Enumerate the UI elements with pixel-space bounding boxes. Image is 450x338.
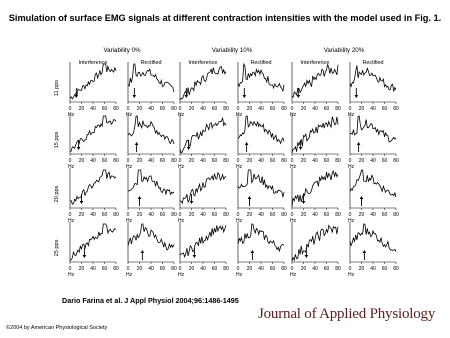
x-tick-label: 20: [136, 158, 143, 164]
x-tick-label: 0: [348, 266, 352, 272]
spectrum-line: [70, 170, 116, 204]
x-tick-label: 60: [323, 212, 330, 218]
arrow-head: [245, 142, 249, 145]
subcolumn-header: Interference: [78, 60, 108, 66]
spectrum-line: [128, 64, 174, 92]
x-unit-label: Hz: [68, 272, 75, 278]
spectrum-line: [292, 226, 338, 261]
x-unit-label: Hz: [68, 164, 75, 170]
x-tick-label: 80: [393, 158, 399, 164]
x-tick-label: 80: [335, 212, 341, 218]
x-unit-label: Hz: [126, 272, 133, 278]
arrow-head: [243, 95, 247, 98]
arrow-head: [75, 95, 79, 98]
subcolumn-header: Rectified: [140, 60, 162, 66]
arrow-head: [83, 255, 87, 258]
x-tick-label: 20: [246, 266, 253, 272]
arrow-head: [305, 255, 309, 258]
x-tick-label: 20: [358, 106, 365, 112]
x-tick-label: 40: [90, 212, 96, 218]
x-tick-label: 0: [126, 266, 130, 272]
x-tick-label: 80: [335, 158, 341, 164]
x-tick-label: 0: [290, 266, 294, 272]
spectrum-line: [70, 64, 116, 99]
spectrum-line: [128, 170, 174, 195]
x-unit-label: Hz: [290, 112, 297, 118]
x-tick-label: 40: [200, 212, 206, 218]
arrow-head: [80, 201, 84, 204]
x-tick-label: 80: [393, 212, 399, 218]
figure-title: Simulation of surface EMG signals at different contraction intensities with the model used in Fig. 1.: [8, 13, 442, 23]
x-tick-label: 40: [312, 212, 318, 218]
x-tick-label: 80: [335, 106, 341, 112]
x-tick-label: 80: [223, 158, 229, 164]
arrow-head: [133, 95, 137, 98]
x-tick-label: 60: [101, 158, 108, 164]
arrow-head: [141, 250, 145, 253]
x-tick-label: 40: [148, 106, 154, 112]
x-tick-label: 0: [290, 158, 294, 164]
spectrum-line: [292, 117, 338, 153]
x-tick-label: 60: [101, 212, 108, 218]
copyright: ©2004 by American Physiological Society: [6, 325, 108, 331]
x-tick-label: 80: [281, 106, 287, 112]
x-tick-label: 40: [200, 106, 206, 112]
spectrum-line: [128, 224, 174, 250]
x-unit-label: Hz: [126, 218, 133, 224]
x-tick-label: 0: [178, 158, 182, 164]
x-tick-label: 60: [381, 158, 388, 164]
column-header: Variability 20%: [323, 47, 365, 54]
x-tick-label: 20: [188, 266, 195, 272]
x-tick-label: 0: [236, 158, 240, 164]
spectrum-line: [350, 116, 396, 142]
spectrum-line: [180, 118, 226, 153]
subcolumn-header: Interference: [188, 60, 218, 66]
x-tick-label: 40: [90, 158, 96, 164]
row-label: 25 pps: [54, 239, 60, 257]
x-tick-label: 0: [178, 212, 182, 218]
x-tick-label: 80: [223, 266, 229, 272]
x-tick-label: 20: [136, 106, 143, 112]
arrow-head: [302, 201, 306, 204]
x-tick-label: 40: [258, 158, 264, 164]
arrow-head: [355, 95, 359, 98]
x-unit-label: Hz: [236, 218, 243, 224]
arrow-head: [193, 255, 197, 258]
x-tick-label: 20: [78, 266, 85, 272]
x-tick-label: 20: [188, 158, 195, 164]
x-unit-label: Hz: [126, 164, 133, 170]
x-tick-label: 20: [300, 158, 307, 164]
x-tick-label: 80: [393, 266, 399, 272]
x-tick-label: 80: [223, 106, 229, 112]
x-tick-label: 60: [101, 106, 108, 112]
x-tick-label: 0: [126, 106, 130, 112]
x-tick-label: 80: [223, 212, 229, 218]
arrow-head: [187, 147, 191, 150]
x-tick-label: 80: [281, 158, 287, 164]
spectrum-line: [292, 64, 338, 97]
x-tick-label: 0: [68, 106, 72, 112]
x-tick-label: 80: [171, 106, 177, 112]
spectrum-line: [350, 66, 396, 92]
citation: Dario Farina et al. J Appl Physiol 2004;96:1486-1495: [62, 296, 239, 305]
x-unit-label: Hz: [178, 112, 185, 118]
x-tick-label: 80: [113, 106, 119, 112]
spectrum-line: [180, 173, 226, 203]
x-tick-label: 80: [281, 212, 287, 218]
spectrum-line: [180, 225, 226, 256]
x-tick-label: 20: [246, 158, 253, 164]
arrow-head: [360, 196, 364, 199]
x-tick-label: 80: [113, 212, 119, 218]
x-unit-label: Hz: [236, 164, 243, 170]
x-unit-label: Hz: [348, 164, 355, 170]
x-tick-label: 60: [323, 158, 330, 164]
arrow-head: [135, 142, 139, 145]
x-tick-label: 0: [68, 266, 72, 272]
x-tick-label: 20: [78, 212, 85, 218]
x-tick-label: 80: [171, 266, 177, 272]
x-tick-label: 40: [312, 158, 318, 164]
x-tick-label: 60: [211, 266, 218, 272]
x-tick-label: 80: [335, 266, 341, 272]
arrow-head: [77, 147, 81, 150]
x-tick-label: 60: [211, 106, 218, 112]
x-unit-label: Hz: [178, 164, 185, 170]
x-tick-label: 20: [188, 106, 195, 112]
x-tick-label: 20: [358, 212, 365, 218]
x-tick-label: 80: [171, 212, 177, 218]
x-tick-label: 0: [68, 158, 72, 164]
x-tick-label: 40: [258, 212, 264, 218]
spectrum-line: [292, 171, 338, 207]
x-tick-label: 40: [258, 266, 264, 272]
x-tick-label: 20: [136, 266, 143, 272]
spectrum-line: [350, 224, 396, 252]
x-tick-label: 80: [113, 266, 119, 272]
spectrum-line: [238, 64, 284, 91]
arrow-head: [297, 95, 301, 98]
x-tick-label: 40: [148, 158, 154, 164]
x-tick-label: 60: [159, 158, 166, 164]
spectrum-line: [128, 116, 174, 144]
row-label: 15 pps: [54, 131, 60, 149]
x-tick-label: 80: [171, 158, 177, 164]
x-tick-label: 0: [126, 212, 130, 218]
x-tick-label: 40: [148, 212, 154, 218]
arrow-head: [138, 196, 142, 199]
x-tick-label: 60: [269, 266, 276, 272]
journal-logo: Journal of Applied Physiology: [258, 306, 436, 322]
x-tick-label: 60: [211, 158, 218, 164]
x-tick-label: 0: [236, 266, 240, 272]
x-tick-label: 40: [370, 106, 376, 112]
arrow-head: [357, 142, 361, 145]
x-tick-label: 0: [178, 266, 182, 272]
x-tick-label: 60: [381, 106, 388, 112]
x-tick-label: 20: [300, 212, 307, 218]
x-tick-label: 20: [78, 106, 85, 112]
x-tick-label: 60: [381, 212, 388, 218]
x-tick-label: 0: [348, 106, 352, 112]
arrow-head: [190, 201, 194, 204]
spectrum-line: [70, 224, 116, 261]
row-label: 11 pps: [54, 79, 60, 97]
x-unit-label: Hz: [290, 218, 297, 224]
subcolumn-header: Rectified: [250, 60, 272, 66]
x-unit-label: Hz: [290, 164, 297, 170]
x-tick-label: 0: [290, 106, 294, 112]
arrow-head: [363, 250, 367, 253]
x-tick-label: 60: [323, 266, 330, 272]
subcolumn-header: Interference: [300, 60, 330, 66]
x-tick-label: 20: [358, 158, 365, 164]
x-tick-label: 80: [281, 266, 287, 272]
x-tick-label: 40: [90, 106, 96, 112]
x-tick-label: 60: [269, 212, 276, 218]
x-tick-label: 60: [101, 266, 108, 272]
column-header: Variability 0%: [103, 47, 141, 54]
arrow-head: [185, 95, 189, 98]
spectrum-line: [70, 116, 116, 151]
x-unit-label: Hz: [348, 112, 355, 118]
spectrum-line: [238, 224, 284, 251]
x-unit-label: Hz: [126, 112, 133, 118]
arrow-head: [251, 250, 255, 253]
spectrum-line: [180, 67, 226, 100]
x-tick-label: 40: [312, 106, 318, 112]
x-tick-label: 60: [381, 266, 388, 272]
row-label: 20 pps: [54, 185, 60, 203]
x-unit-label: Hz: [178, 272, 185, 278]
x-tick-label: 60: [323, 106, 330, 112]
arrow-head: [299, 147, 303, 150]
x-tick-label: 80: [113, 158, 119, 164]
x-unit-label: Hz: [236, 272, 243, 278]
x-tick-label: 20: [246, 106, 253, 112]
x-tick-label: 40: [90, 266, 96, 272]
x-tick-label: 40: [370, 266, 376, 272]
spectrum-line: [238, 170, 284, 197]
x-tick-label: 40: [370, 158, 376, 164]
x-tick-label: 60: [211, 212, 218, 218]
x-tick-label: 60: [269, 106, 276, 112]
x-unit-label: Hz: [178, 218, 185, 224]
x-unit-label: Hz: [68, 112, 75, 118]
x-tick-label: 0: [348, 158, 352, 164]
x-tick-label: 40: [312, 266, 318, 272]
x-tick-label: 20: [136, 212, 143, 218]
spectrum-line: [238, 116, 284, 143]
x-tick-label: 40: [200, 266, 206, 272]
subcolumn-header: Rectified: [362, 60, 384, 66]
x-tick-label: 40: [258, 106, 264, 112]
x-tick-label: 20: [300, 106, 307, 112]
x-tick-label: 20: [246, 212, 253, 218]
x-tick-label: 0: [68, 212, 72, 218]
x-tick-label: 40: [200, 158, 206, 164]
spectrum-line: [350, 170, 396, 197]
x-tick-label: 0: [290, 212, 294, 218]
x-tick-label: 0: [126, 158, 130, 164]
x-tick-label: 40: [148, 266, 154, 272]
x-tick-label: 20: [78, 158, 85, 164]
x-tick-label: 60: [159, 212, 166, 218]
x-unit-label: Hz: [348, 272, 355, 278]
x-tick-label: 20: [300, 266, 307, 272]
x-tick-label: 60: [159, 266, 166, 272]
x-tick-label: 20: [358, 266, 365, 272]
x-tick-label: 0: [236, 212, 240, 218]
x-tick-label: 0: [178, 106, 182, 112]
x-unit-label: Hz: [236, 112, 243, 118]
x-tick-label: 60: [159, 106, 166, 112]
x-unit-label: Hz: [290, 272, 297, 278]
x-tick-label: 40: [370, 212, 376, 218]
arrow-head: [248, 196, 252, 199]
column-header: Variability 10%: [211, 47, 253, 54]
x-tick-label: 20: [188, 212, 195, 218]
x-unit-label: Hz: [68, 218, 75, 224]
x-tick-label: 60: [269, 158, 276, 164]
x-unit-label: Hz: [348, 218, 355, 224]
x-tick-label: 0: [236, 106, 240, 112]
x-tick-label: 80: [393, 106, 399, 112]
x-tick-label: 0: [348, 212, 352, 218]
